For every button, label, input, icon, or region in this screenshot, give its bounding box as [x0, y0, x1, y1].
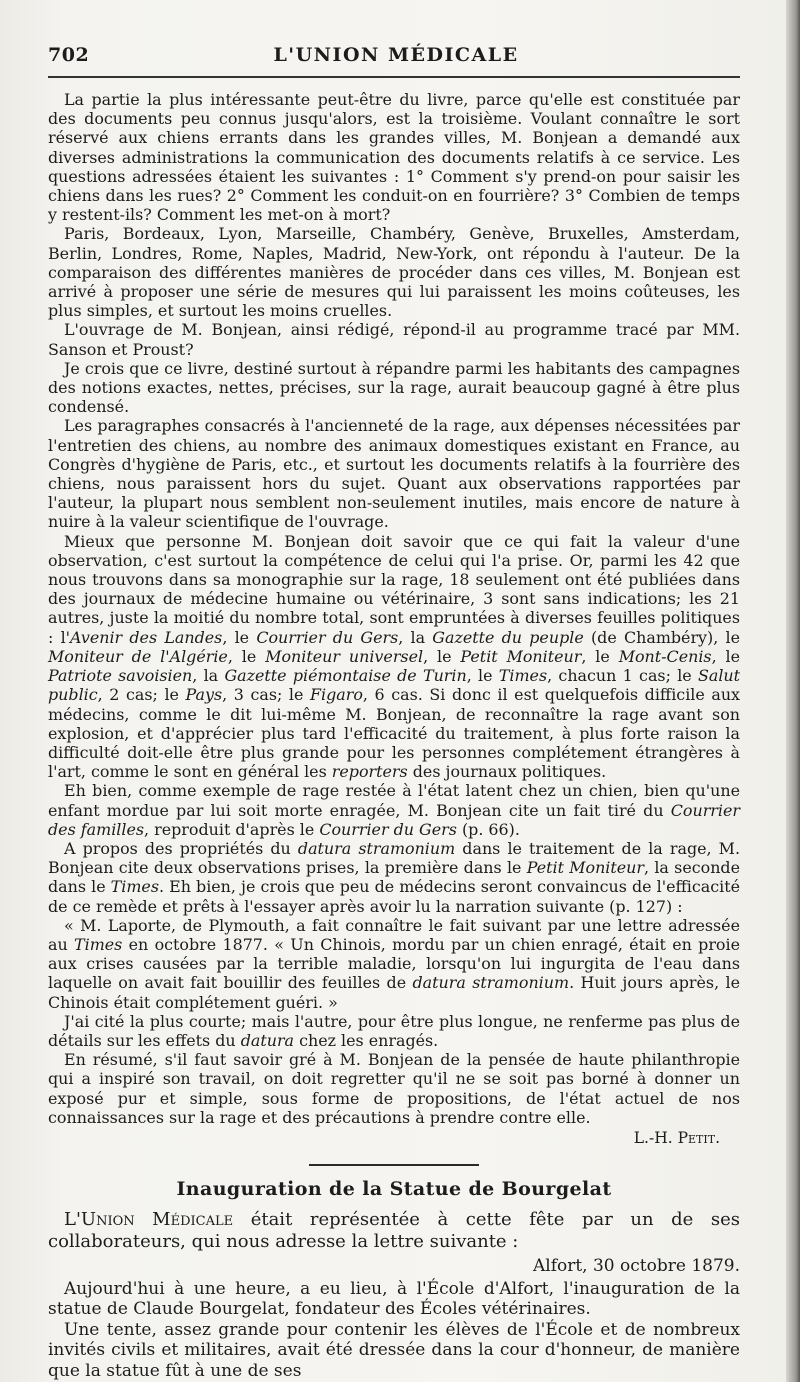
running-header	[48, 44, 744, 70]
section-lead: L'Union Médicale était représentée à cette fête par un de ses collaborateurs, qui nous adresse la lettre suivante :	[48, 1209, 740, 1253]
paragraph: Les paragraphes consacrés à l'ancienneté de la rage, aux dépenses nécessitées par l'entretien des chiens, au nombre des animaux domestiques existant en France, au Congrès d'hygiène de Paris, etc., et surtout les documents relatifs à la fourrière des chiens, nous paraissent hors du sujet. Quant aux observations rapportées par l'auteur, la plupart nous semblent non-seulement inutiles, mais encore de nature à nuire à la valeur scientifique de l'ouvrage.	[48, 416, 740, 532]
paragraph: J'ai cité la plus courte; mais l'autre, pour être plus longue, ne renferme pas plus de détails sur les effets du datura chez les enragés.	[48, 1011, 740, 1050]
letter-dateline: Alfort, 30 octobre 1879.	[532, 1256, 740, 1277]
journal-name: L'Union Médicale	[64, 1209, 234, 1231]
page-edge-shadow	[786, 0, 800, 1382]
author-signature: L.-H. Petit.	[633, 1128, 720, 1147]
paragraph: La partie la plus intéressante peut-être du livre, parce qu'elle est constituée par des documents peu connus jusqu'alors, est la troisième. Voulant connaître le sort réservé aux chiens errants dans les grandes villes, M. Bonjean a demandé aux diverses administrations la communication des documents relatifs à ce service. Les questions adressées étaient les suivantes : 1° Comment s'y prend-on pour saisir les chiens dans les rues? 2° Comment les conduit-on en fourrière? 3° Combien de temps y restent-ils? Comment les met-on à mort?	[48, 90, 740, 225]
paragraph: Mieux que personne M. Bonjean doit savoir que ce qui fait la valeur d'une observation, c'est surtout la compétence de celui qui l'a prise. Or, parmi les 42 que nous trouvons dans sa monographie sur la rage, 18 seulement ont été publiées dans des journaux de médecine humaine ou vétérinaire, 3 sont sans indications; les 21 autres, juste la moitié du nombre total, sont empruntées à diverses feuilles politiques : l'Avenir des Landes, le Courrier du Gers, la Gazette du peuple (de Chambéry), le Moniteur de l'Algérie, le Moniteur universel, le Petit Moniteur, le Mont-Cenis, le Patriote savoisien, la Gazette piémontaise de Turin, le Times, chacun 1 cas; le Salut public, 2 cas; le Pays, 3 cas; le Figaro, 6 cas. Si donc il est quelquefois difficile aux médecins, comme le dit lui-même M. Bonjean, de reconnaître la rage avant son explosion, et d'apprécier plus tard l'efficacité du traitement, à plus forte raison la difficulté doit-elle être plus grande pour les personnes complétement étrangères à l'art, comme le sont en général les reporters des journaux politiques.	[48, 531, 741, 782]
section-divider	[309, 1164, 479, 1166]
paragraph: Une tente, assez grande pour contenir les élèves de l'École et de nombreux invités civils et militaires, avait été dressée dans la cour d'honneur, de manière que la statue fût à une de ses	[48, 1319, 740, 1381]
paragraph: Je crois que ce livre, destiné surtout à répandre parmi les habitants des campagnes des notions exactes, nettes, précises, sur la rage, aurait beaucoup gagné à être plus condensé.	[48, 358, 740, 417]
running-title: L'UNION MÉDICALE	[273, 44, 519, 66]
quotation-paragraph: « M. Laporte, de Plymouth, a fait connaître le fait suivant par une lettre adressée au Times en octobre 1877. « Un Chinois, mordu par un chien enragé, était en proie aux crises causées par la terrible maladie, lorsqu'on lui ingurgita de l'eau dans laquelle on avait fait bouillir des feuilles de datura stramonium. Huit jours après, le Chinois était complétement guéri. »	[48, 915, 740, 1012]
paragraph: A propos des propriétés du datura stramonium dans le traitement de la rage, M. Bonjean cite deux observations prises, la première dans le Petit Moniteur, la seconde dans le Times. Eh bien, je crois que peu de médecins seront convaincus de l'efficacité de ce remède et prêts à l'essayer après avoir lu la narration suivante (p. 127) :	[48, 838, 741, 916]
section-title: Inauguration de la Statue de Bourgelat	[176, 1178, 612, 1201]
paragraph: Eh bien, comme exemple de rage restée à l'état latent chez un chien, bien qu'une enfant mordue par lui soit morte enragée, M. Bonjean cite un fait tiré du Courrier des familles, reproduit d'après le Courrier du Gers (p. 66).	[48, 781, 740, 839]
paragraph: Paris, Bordeaux, Lyon, Marseille, Chambéry, Genève, Bruxelles, Amsterdam, Berlin, Londres, Rome, Naples, Madrid, New-York, ont répondu à l'auteur. De la comparaison des différentes manières de procéder dans ces villes, M. Bonjean est arrivé à proposer une série de mesures qui lui paraissent les moins coûteuses, les plus simples, et surtout les moins cruelles.	[48, 224, 740, 321]
body-text	[48, 90, 740, 1382]
header-rule	[48, 76, 740, 78]
paragraph: Aujourd'hui à une heure, a eu lieu, à l'École d'Alfort, l'inauguration de la statue de Claude Bourgelat, fondateur des Écoles vétérinaires.	[48, 1278, 740, 1320]
page-number: 702	[48, 44, 90, 66]
paragraph: En résumé, s'il faut savoir gré à M. Bonjean de la pensée de haute philanthropie qui a inspiré son travail, on doit regretter qu'il ne se soit pas borné à donner un exposé pur et simple, sous forme de propositions, de l'état actuel de nos connaissances sur la rage et des précautions à prendre contre elle.	[48, 1050, 740, 1127]
paragraph: L'ouvrage de M. Bonjean, ainsi rédigé, répond-il au programme tracé par MM. Sanson et Proust?	[48, 320, 740, 359]
